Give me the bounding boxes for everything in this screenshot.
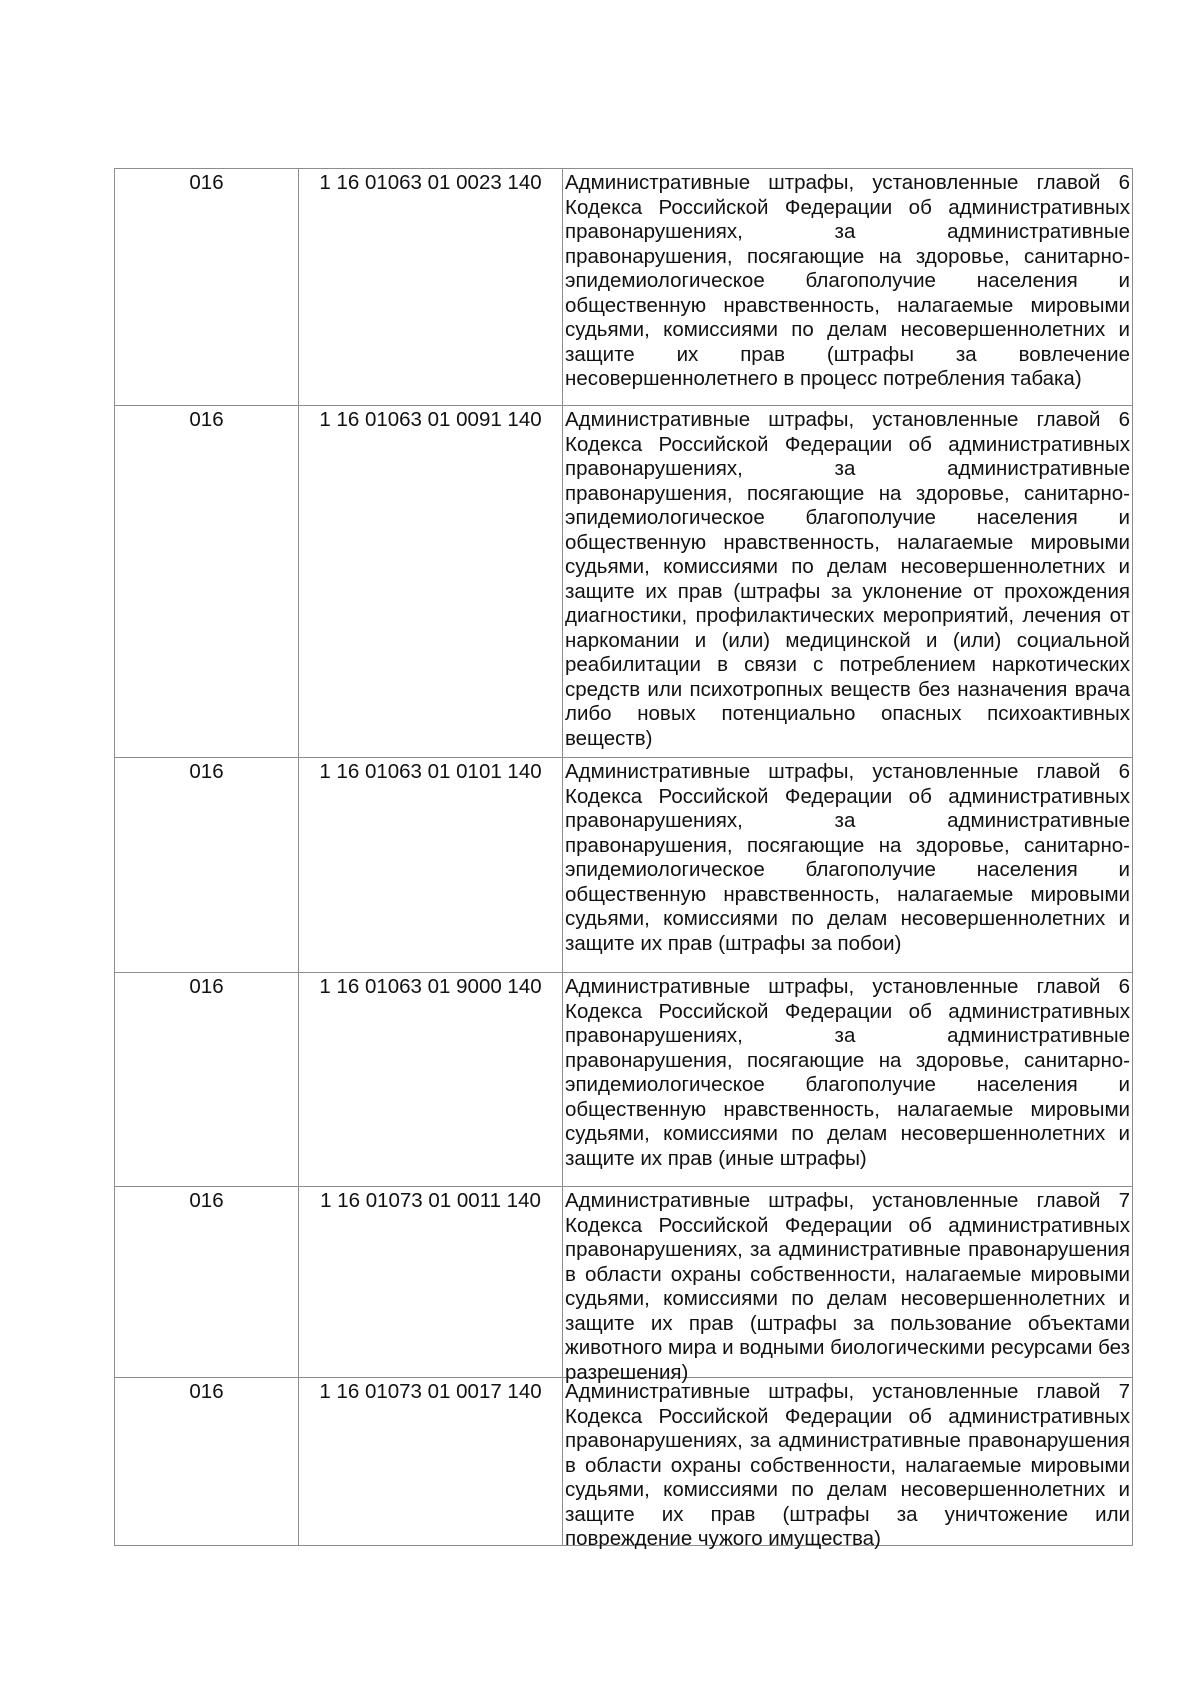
description-text: Административные штрафы, установленные главой 6 Кодекса Российской Федерации об административных правонарушениях, за административные правонарушения, посягающие на здоровье, санитарно-эпидемиологическое благополучие населения и общественную нравственность, налагаемые мировыми судьями, комиссиями по делам несовершеннолетних и защите их прав (штрафы за вовлечение несовершеннолетнего в процесс потребления табака) xyxy=(565,171,1130,390)
description-cell xyxy=(563,758,1133,972)
table-row xyxy=(115,406,1133,758)
kbk-code-cell: 1 16 01063 01 9000 140 xyxy=(299,973,563,1186)
admin-code-cell: 016 xyxy=(115,758,299,972)
admin-code-cell: 016 xyxy=(115,1378,299,1545)
description-text: Административные штрафы, установленные главой 6 Кодекса Российской Федерации об административных правонарушениях, за административные правонарушения, посягающие на здоровье, санитарно-эпидемиологическое благополучие населения и общественную нравственность, налагаемые мировыми судьями, комиссиями по делам несовершеннолетних и защите их прав (штрафы за побои) xyxy=(565,760,1130,955)
description-cell xyxy=(563,169,1133,405)
description-cell xyxy=(563,973,1133,1186)
admin-code-cell: 016 xyxy=(115,1187,299,1377)
description-text: Административные штрафы, установленные главой 6 Кодекса Российской Федерации об административных правонарушениях, за административные правонарушения, посягающие на здоровье, санитарно-эпидемиологическое благополучие населения и общественную нравственность, налагаемые мировыми судьями, комиссиями по делам несовершеннолетних и защите их прав (штрафы за уклонение от прохождения диагностики, профилактических мероприятий, лечения от наркомании и (или) медицинской и (или) социальной реабилитации в связи с потреблением наркотических средств или психотропных веществ без назначения врача либо новых потенциально опасных психоактивных веществ) xyxy=(565,408,1130,750)
kbk-code-cell: 1 16 01063 01 0091 140 xyxy=(299,406,563,757)
description-text: Административные штрафы, установленные главой 7 Кодекса Российской Федерации об административных правонарушениях, за административные правонарушения в области охраны собственности, налагаемые мировыми судьями, комиссиями по делам несовершеннолетних и защите их прав (штрафы за уничтожение или повреждение чужого имущества) xyxy=(565,1380,1130,1550)
description-text: Административные штрафы, установленные главой 7 Кодекса Российской Федерации об административных правонарушениях, за административные правонарушения в области охраны собственности, налагаемые мировыми судьями, комиссиями по делам несовершеннолетних и защите их прав (штрафы за пользование объектами животного мира и водными биологическими ресурсами без разрешения) xyxy=(565,1189,1130,1384)
kbk-code-cell: 1 16 01073 01 0017 140 xyxy=(299,1378,563,1545)
admin-code-cell: 016 xyxy=(115,169,299,405)
description-cell xyxy=(563,1378,1133,1550)
description-cell xyxy=(563,406,1133,757)
table-row xyxy=(115,758,1133,973)
table-row xyxy=(115,1187,1133,1384)
description-text: Административные штрафы, установленные главой 6 Кодекса Российской Федерации об административных правонарушениях, за административные правонарушения, посягающие на здоровье, санитарно-эпидемиологическое благополучие населения и общественную нравственность, налагаемые мировыми судьями, комиссиями по делам несовершеннолетних и защите их прав (иные штрафы) xyxy=(565,975,1130,1170)
table-row xyxy=(115,169,1133,406)
admin-code-cell: 016 xyxy=(115,973,299,1186)
fines-table xyxy=(114,168,1133,1550)
kbk-code-cell: 1 16 01063 01 0023 140 xyxy=(299,169,563,405)
description-cell xyxy=(563,1187,1133,1384)
kbk-code-cell: 1 16 01063 01 0101 140 xyxy=(299,758,563,972)
table-row xyxy=(115,1378,1133,1550)
table-row xyxy=(115,973,1133,1187)
admin-code-cell: 016 xyxy=(115,406,299,757)
kbk-code-cell: 1 16 01073 01 0011 140 xyxy=(299,1187,563,1377)
